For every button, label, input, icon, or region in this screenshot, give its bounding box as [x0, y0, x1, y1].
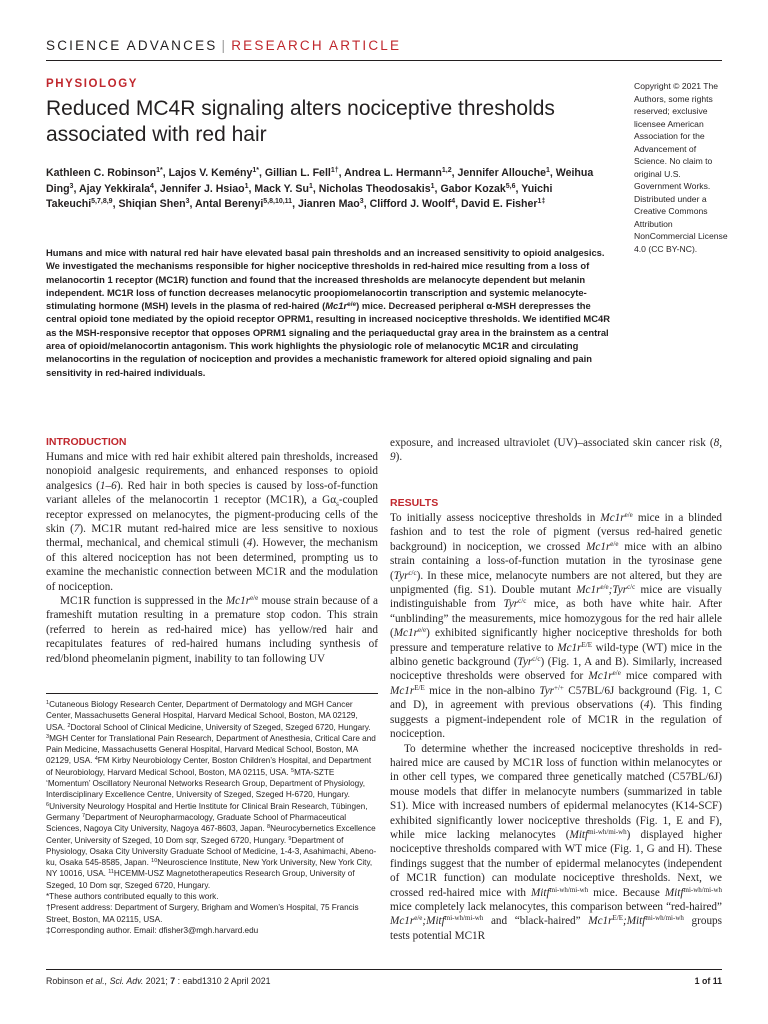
- author-name: Andrea L. Hermann: [344, 167, 442, 179]
- author-name: Weihua Ding: [46, 167, 594, 195]
- journal-header: [46, 38, 401, 53]
- author-name: Jianren Mao: [297, 198, 360, 210]
- copyright-notice: Copyright © 2021 The Authors, some rights reserved; exclusive licensee American Association for the Advancement of Science. No claim to original U.S. Government Works. Distributed under a Creative Commons Attribution NonCommercial License 4.0 (CC BY-NC).: [634, 81, 728, 254]
- affiliation-list: $^1$Cutaneous Biology Research Center, Department of Dermatology and MGH Cancer Center, Massachusetts General Hospital, Harvard Medical School, Boston, MA 02129, USA. $^2$Doctoral School of Clinical Medicine, University of Szeged, Szeged 6720, Hungary. $^3$MGH Center for Translational Pain Research, Department of Anesthesia, Critical Care and Pain Medicine, Massachusetts General Hospital, Harvard Medical School, Boston, MA 02129, USA. $^4$FM Kirby Neurobiology Center, Boston Children’s Hospital, and Department of Neurobiology, Harvard Medical School, Boston, MA 02115, USA. $^5$MTA-SZTE ‘Momentum’ Oscillatory Neuronal Networks Research Group, Department of Physiology, Interdisciplinary Excellence Centre, University of Szeged, Szeged H-6720, Hungary. $^6$University Neurology Hospital and Hertie Institute for Clinical Brain Research, Tübingen, Germany $^7$Department of Neuropharmacology, Graduate School of Pharmaceutical Sciences, Nagoya City University, Nagoya 467-8603, Japan. $^8$Neurocybernetics Excellence Center, University of Szeged, 10 Dom sqr, Szeged 6720, Hungary. $^9$Department of Physiology, Osaka City University Graduate School of Medicine, 1-4-3, Asahimachi, Abeno-ku, Osaka 545-8585, Japan. $^{10}$Neuroscience Institute, New York University, New York City, NY 10016, USA. $^{11}$HCEMM-USZ Magnetotherapeutics Research Group, University of Szeged, 10 Dom sqr, Szeged 6720, Hungary.: [46, 700, 377, 890]
- author-affiliation: 1‡: [537, 198, 546, 205]
- footnote-rule: [46, 693, 378, 694]
- page-number: 1 of 11: [694, 976, 722, 986]
- author-affiliation: 1: [430, 182, 435, 190]
- author-name: Yuichi Takeuchi: [46, 182, 553, 210]
- author-name: Lajos V. Kemény: [168, 167, 253, 179]
- author-name: Nicholas Theodosakis: [318, 182, 431, 195]
- journal-name: SCIENCE ADVANCES: [46, 38, 218, 53]
- article-title: Reduced MC4R signaling alters nociceptive thresholds associated with red hair: [46, 97, 555, 146]
- abstract-part-2: ) mice. Decreased peripheral α-MSH derepresses the central opioid tone mediated by the opioid receptor OPRM1, resulting in increased nociceptive thresholds. We identified MC4R as the MSH-responsive receptor that opposes OPRM1 signaling and the periaqueductal gray area in the brainstem as a central area of opioid/melanocortin antagonism. This work highlights the physiologic role of melanocytic MC1R and circulating melanocortins in the regulation of nociception and provides a mechanistic framework for altered opioid signaling and pain sensitivity in red-haired individuals.: [46, 300, 610, 378]
- author-affiliation: 4: [451, 198, 456, 205]
- intro-paragraph-1: Humans and mice with red hair exhibit altered pain thresholds, increased nonopioid analgesic requirements, and enhanced responses to opioid analgesics (1–6). Red hair in both species is caused by loss-of-function variant alleles of the melanocortin 1 receptor (MC1R), a $G\alpha_s$-coupled receptor expressed on melanocytes, the pigment-producing cells of the skin (7). MC1R mutant red-haired mice are less sensitive to noxious thermal, mechanical, and chemical stimuli (4). However, the mechanism of this altered nociception has not been determined, prompting us to examine the mechanistic connection between MC1R and the modulation of nociception.: [46, 451, 378, 593]
- article-type: RESEARCH ARTICLE: [231, 38, 402, 53]
- abstract-gene: Mc1r: [325, 300, 348, 312]
- author-list: Kathleen C. Robinson$^{1*}$, Lajos V. Kemény$^{1*}$, Gillian L. Fell$^{1\dagger}$, Andrea L. Hermann$^{1,2}$, Jennifer Allouche$^1$, Weihua Ding$^3$, Ajay Yekkirala$^4$, Jennifer J. Hsiao$^1$, Mack Y. Su$^1$, Nicholas Theodosakis$^1$, Gabor Kozak$^{5,6}$, Yuichi Takeuchi$^{5,7,8,9}$, Shiqian Shen$^3$, Antal Berenyi$^{5,8,10,11}$, Jianren Mao$^3$, Clifford J. Woolf$^4$, David E. Fisher$^{1\ddagger}$: [46, 167, 594, 210]
- affiliations: [46, 699, 378, 936]
- author-name: Jennifer Allouche: [457, 167, 546, 179]
- author-affiliation: 3: [69, 182, 74, 190]
- footer-rule: [46, 969, 722, 970]
- abstract-part-1: Humans and mice with natural red hair have elevated basal pain thresholds and an increased sensitivity to opioid analgesics. We investigated the mechanisms responsible for higher nociceptive thresholds in red-haired mice resulting from a loss of melanocortin 1 receptor (MC1R) function and found that the increased thresholds are melanocyte dependent but melanin independent. MC1R loss of function decreases melanocytic proopiomelanocortin transcription and systemic melanocyte-stimulating hormone (MSH) levels in the plasma of red-haired (: [46, 247, 605, 312]
- section-label: PHYSIOLOGY: [46, 78, 139, 90]
- author-affiliation: 3: [359, 198, 364, 205]
- author-name: Clifford J. Woolf: [369, 198, 452, 210]
- results-paragraph-1: To initially assess nociceptive thresholds in $Mc1r^{e/e}$ mice in a blinded fashion and to test the role of pigment (versus red-haired genetic background) in nociception, we crossed $Mc1r^{e/e}$ mice with an albino strain containing a loss-of-function mutation in the tyrosinase gene (Tyr$^{c/c}$). In these mice, melanocyte numbers are not altered, but they are unpigmented (fig. S1). Double mutant $Mc1r^{e/e};Tyr^{c/c}$ mice are visually indistinguishable from Tyr$^{c/c}$ mice, as both have white hair. After “unblinding” the measurements, mice homozygous for the red hair allele $(Mc1r^{e/e})$ exhibited significantly higher nociceptive thresholds for both pressure and temperature relative to $Mc1r^{E/E}$ wild-type (WT) mice in the albino genetic background (Tyr$^{c/c}$) (Fig. 1, A and B). Similarly, increased nociceptive thresholds were observed for $Mc1r^{e/e}$ mice compared with $Mc1r^{E/E}$ mice in the non-albino Tyr+/+ C57BL/6J background (Fig. 1, C and D), in agreement with previous observations (4). This finding suggests a pigment-independent role of MC1R in the regulation of nociception.: [390, 511, 723, 741]
- author-affiliation: 5,8,10,11: [263, 198, 293, 205]
- header-rule: [46, 60, 722, 61]
- author-affiliation: 1: [244, 182, 249, 190]
- intro-heading: INTRODUCTION: [46, 436, 127, 448]
- author-note: ‡Corresponding author. Email: dfisher3@mgh.harvard.edu: [46, 925, 259, 935]
- author-name: Gillian L. Fell: [264, 167, 331, 179]
- results-body: [390, 511, 722, 943]
- author-affiliation: 1: [545, 167, 550, 174]
- author-note: *These authors contributed equally to this work.: [46, 892, 219, 902]
- intro-continued: [390, 436, 722, 465]
- footer-citation: Robinson et al., Sci. Adv. 2021; 7 : eabd1310 2 April 2021: [46, 976, 271, 986]
- abstract-gene-sup: e/e: [347, 301, 357, 309]
- author-affiliation: 5,6: [505, 182, 516, 190]
- author-affiliation: 1: [308, 182, 313, 190]
- author-name: Ajay Yekkirala: [78, 182, 151, 195]
- results-heading: RESULTS: [390, 497, 439, 509]
- author-note: †Present address: Department of Surgery, Brigham and Women’s Hospital, 75 Francis Street, Boston, MA 02115, USA.: [46, 903, 359, 924]
- author-name: David E. Fisher: [461, 198, 538, 210]
- intro-paragraph-2: MC1R function is suppressed in the $Mc1r^{e/e}$ mouse strain because of a frameshift mutation resulting in a premature stop codon. This strain (referred to herein as red-haired mice) has yellow/red hair and recapitulates features of red-haired humans including synthesis of red/blond pheomelanin pigment, inability to tan following UV: [46, 594, 378, 665]
- author-name: Antal Berenyi: [194, 198, 264, 210]
- author-name: Kathleen C. Robinson: [46, 167, 157, 179]
- author-name: Shiqian Shen: [118, 198, 186, 210]
- intro-body: [46, 450, 378, 666]
- author-affiliation: 1*: [156, 167, 163, 174]
- author-affiliation: 5,7,8,9: [91, 198, 113, 205]
- author-affiliation: 3: [185, 198, 190, 205]
- author-affiliation: 1,2: [441, 167, 452, 174]
- header-separator: |: [221, 38, 228, 53]
- author-name: Jennifer J. Hsiao: [159, 182, 245, 195]
- abstract: [46, 246, 616, 379]
- author-name: Mack Y. Su: [254, 182, 309, 195]
- intro-continued-paragraph: exposure, and increased ultraviolet (UV)–associated skin cancer risk (8, 9).: [390, 437, 722, 464]
- author-affiliation: 4: [150, 182, 154, 190]
- author-affiliation: 1†: [330, 167, 339, 174]
- author-affiliation: 1*: [252, 167, 260, 174]
- author-name: Gabor Kozak: [440, 182, 506, 195]
- results-paragraph-2: To determine whether the increased nociceptive thresholds in red-haired mice are caused by MC1R loss of function within melanocytes or in other cell types, we compared three genetically matched (C57BL/6J) mouse models that differ in melanocyte numbers (summarized in table S1). Mice with increased numbers of epidermal melanocytes (K14-SCF) exhibited significantly lower nociceptive thresholds (Fig. 1, E and F), while mice lacking melanocytes (Mitf$^{mi-wh/mi-wh}$) displayed higher nociceptive thresholds compared with WT mice (Fig. 1, G and H). These findings suggest that the number of epidermal melanocytes (independent of MC1R function) can modulate nociceptive thresholds. Next, we crossed red-haired mice with Mitf$^{mi-wh/mi-wh}$ mice. Because Mitf$^{mi-wh/mi-wh}$ mice completely lack melanocytes, this comparison between “red-haired” $Mc1r^{e/e};Mitf^{mi-wh/mi-wh}$ and “black-haired” $Mc1r^{E/E};Mitf^{mi-wh/mi-wh}$ groups tests potential MC1R: [390, 742, 723, 942]
